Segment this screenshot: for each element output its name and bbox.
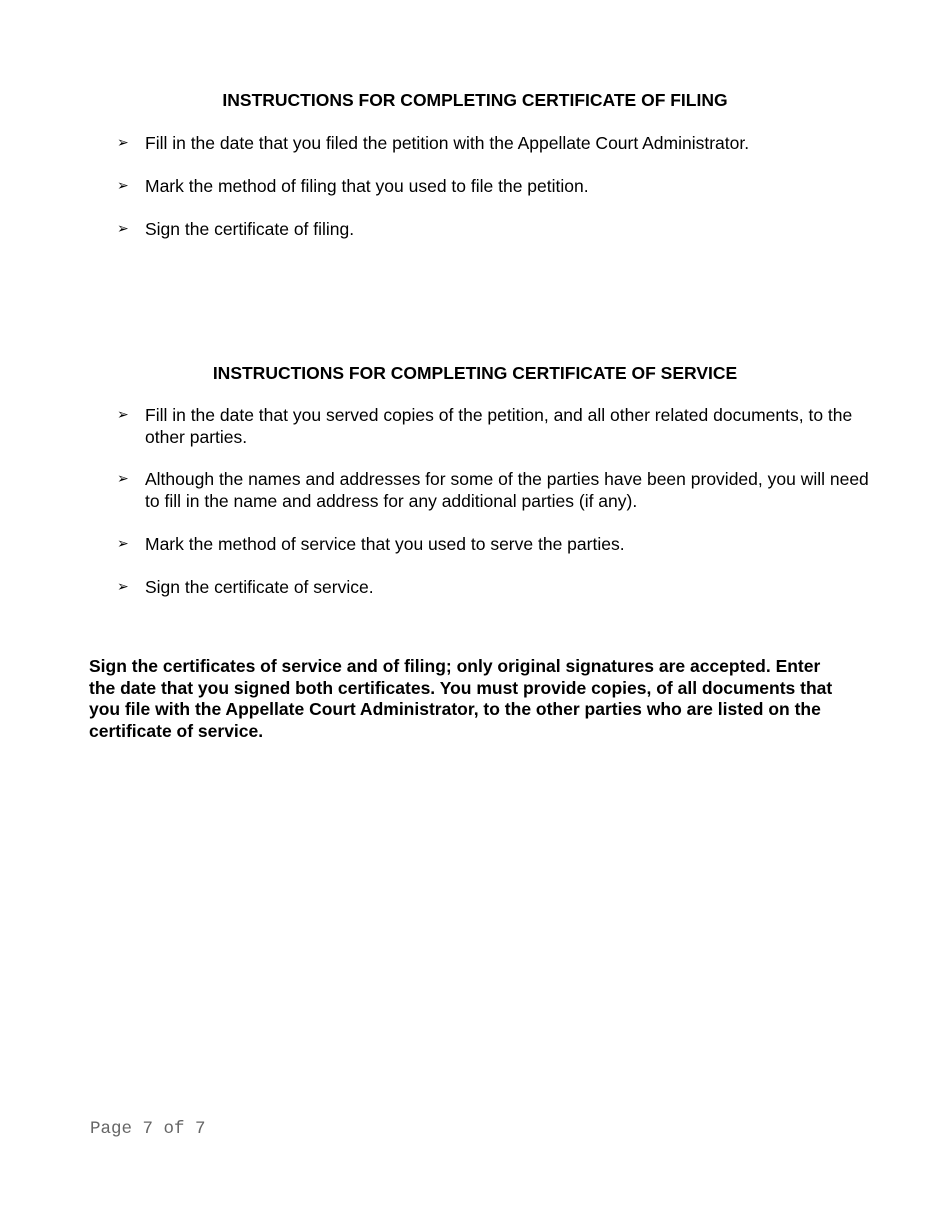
list-item (117, 405, 877, 448)
arrow-bullet-icon: ➢ (117, 221, 129, 237)
signature-notice: Sign the certificates of service and of filing; only original signatures are accepted. Enter the date that you signed both certificates. You must provide copies, of all documents that you file with the Appellate Court Administrator, to the other parties who are listed on the certificate of service. (89, 656, 833, 741)
list-item-text: Fill in the date that you filed the petition with the Appellate Court Administrator. (145, 133, 750, 153)
list-item (117, 219, 877, 241)
page-number: Page 7 of 7 (90, 1119, 206, 1139)
list-item (117, 534, 877, 556)
list-item-text: Although the names and addresses for some of the parties have been provided, you will need to fill in the name and address for any additional parties (if any). (145, 469, 869, 511)
service-instructions-heading: INSTRUCTIONS FOR COMPLETING CERTIFICATE OF SERVICE (212, 363, 738, 383)
list-item-text: Sign the certificate of filing. (145, 219, 355, 239)
list-item-text: Fill in the date that you served copies of the petition, and all other related documents, to the other parties. (145, 405, 853, 447)
arrow-bullet-icon: ➢ (117, 536, 129, 552)
list-item-text: Sign the certificate of service. (145, 577, 374, 597)
list-item-text: Mark the method of filing that you used to file the petition. (145, 176, 589, 196)
arrow-bullet-icon: ➢ (117, 135, 129, 151)
list-item (117, 469, 877, 512)
list-item (117, 176, 877, 198)
list-item-text: Mark the method of service that you used to serve the parties. (145, 534, 625, 554)
list-item (117, 577, 877, 599)
arrow-bullet-icon: ➢ (117, 579, 129, 595)
arrow-bullet-icon: ➢ (117, 407, 129, 423)
arrow-bullet-icon: ➢ (117, 178, 129, 194)
filing-instructions-heading: INSTRUCTIONS FOR COMPLETING CERTIFICATE OF FILING (222, 90, 728, 110)
arrow-bullet-icon: ➢ (117, 471, 129, 487)
list-item (117, 133, 877, 155)
